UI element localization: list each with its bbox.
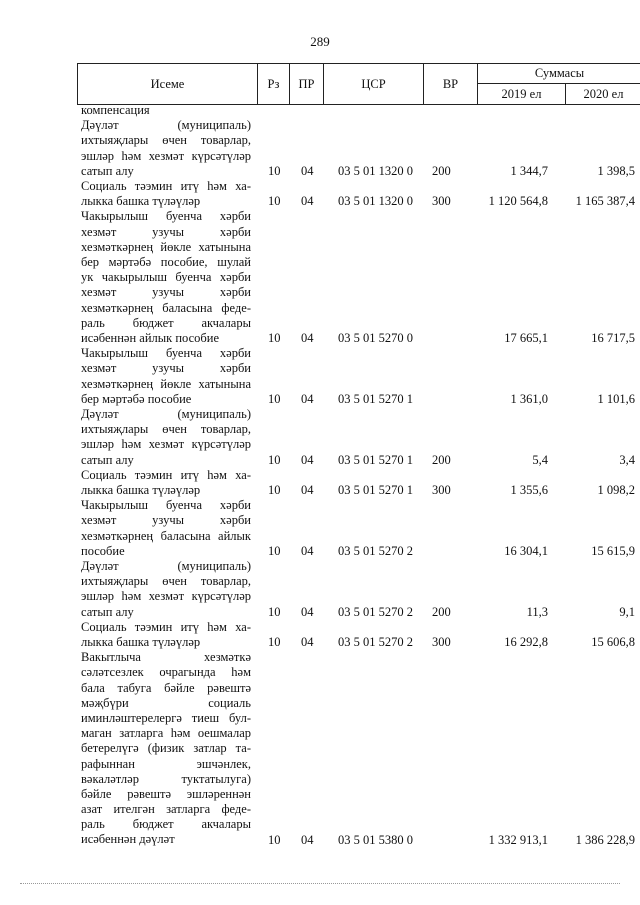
row-name-line: сатып алу [81,163,134,178]
row-name-line: бала табуга бәйле рәвештә [81,680,251,695]
row-sum-2019: 11,3 [526,604,548,619]
row-name-line: раль бюджет акчалары [81,817,251,832]
row-name-line: азат ителгән затларга феде- [81,802,251,817]
row-rz: 10 [268,604,281,619]
header-csr: ЦСР [324,64,424,104]
row-csr: 03 5 01 5270 1 [338,482,413,497]
row-name-line: Дәүләт (муниципаль) [81,407,251,421]
row-name-line: хезмәткәрнең баласына феде- [81,300,251,315]
row-name-line: Социаль тәэмин итү һәм ха- [81,467,251,482]
row-name-line: бәйле рәвештә эшләреннән [81,786,251,801]
row-csr: 03 5 01 5270 2 [338,543,413,558]
row-name [81,179,251,209]
row-name-line: пособие [81,543,125,558]
row-name-line: сәләтсезлек очрагында һәм [81,665,251,680]
row-rz: 10 [268,452,281,467]
row-name-line: ук чакырылыш буенча хәрби [81,270,251,285]
row-pr: 04 [301,482,314,497]
row-csr: 03 5 01 5270 0 [338,330,413,345]
row-name-line: Социаль тәэмин итү һәм ха- [81,179,251,193]
header-vr: ВР [424,64,478,104]
row-name-line: компенсация [81,103,150,117]
row-sum-2020: 9,1 [619,604,635,619]
row-pr: 04 [301,194,314,209]
row-sum-2019: 17 665,1 [504,330,548,345]
row-name-line: лыкка башка түләүләр [81,634,201,649]
row-name [81,209,251,346]
row-name [81,559,251,620]
row-csr: 03 5 01 1320 0 [338,194,413,209]
row-vr: 200 [432,604,451,619]
row-name-line: Вакытлыча хезмәткә [81,650,251,665]
row-name-line: эшләр һәм хезмәт күрсәтүләр [81,148,251,163]
row-csr: 03 5 01 5270 1 [338,391,413,406]
row-sum-2019: 1 355,6 [510,482,548,497]
row-name-line: раль бюджет акчалары [81,315,251,330]
row-pr: 04 [301,604,314,619]
row-sum-2020: 1 098,2 [597,482,635,497]
row-name-line: Чакырылыш буенча хәрби [81,209,251,224]
row-csr: 03 5 01 1320 0 [338,163,413,178]
row-pr: 04 [301,543,314,558]
row-pr: 04 [301,163,314,178]
row-name-line: ихтыяҗлары өчен товарлар, [81,574,251,589]
row-name-line: мәҗбүри социаль [81,695,251,710]
row-sum-2020: 15 606,8 [591,634,635,649]
row-vr: 300 [432,194,451,209]
table-row [0,620,640,650]
footer-divider [20,883,620,884]
row-csr: 03 5 01 5270 2 [338,634,413,649]
row-csr: 03 5 01 5270 1 [338,452,413,467]
row-rz: 10 [268,194,281,209]
row-name [81,498,251,559]
row-csr: 03 5 01 5270 2 [338,604,413,619]
row-rz: 10 [268,543,281,558]
row-name-line: ихтыяҗлары өчен товарлар, [81,422,251,437]
row-name-line: сатып алу [81,604,134,619]
row-rz: 10 [268,634,281,649]
table-row [0,103,640,118]
row-rz: 10 [268,330,281,345]
row-name-line: исәбеннән дәүләт [81,832,175,847]
row-rz: 10 [268,482,281,497]
row-sum-2019: 1 332 913,1 [488,832,548,847]
table-row [0,498,640,559]
table-row [0,407,640,468]
row-pr: 04 [301,452,314,467]
row-name-line: эшләр һәм хезмәт күрсәтүләр [81,589,251,604]
row-name-line: хезмәткәрнең баласына айлык [81,528,251,543]
row-name-line: лыкка башка түләүләр [81,194,201,209]
row-name-line: маган затларга һәм оешмалар [81,726,251,741]
row-name-line: хезмәт узучы хәрби [81,513,251,528]
row-vr: 200 [432,163,451,178]
row-sum-2020: 1 165 387,4 [575,194,635,209]
row-name-line: исәбеннән айлык пособие [81,330,219,345]
table-row [0,179,640,209]
row-name-line: хезмәт узучы хәрби [81,224,251,239]
row-pr: 04 [301,634,314,649]
header-sums: Суммасы [478,64,640,84]
row-pr: 04 [301,330,314,345]
table-row [0,650,640,848]
row-sum-2020: 3,4 [619,452,635,467]
header-pr: ПР [290,64,324,104]
row-name-line: хезмәт узучы хәрби [81,285,251,300]
row-name-line: хезмәткәрнең йөкле хатынына [81,376,251,391]
row-name [81,620,251,650]
row-sum-2019: 16 304,1 [504,543,548,558]
row-vr: 300 [432,634,451,649]
header-name: Исеме [78,64,258,104]
row-rz: 10 [268,391,281,406]
row-name-line: рафыннан эшчәнлек, [81,756,251,771]
row-sum-2020: 1 398,5 [597,163,635,178]
row-name-line: Дәүләт (муниципаль) [81,118,251,133]
header-2020: 2020 ел [583,86,624,101]
row-name-line: бер мәртәбә пособие [81,391,192,406]
row-sum-2020: 1 386 228,9 [575,832,635,847]
row-pr: 04 [301,391,314,406]
row-sum-2019: 1 120 564,8 [488,194,548,209]
row-sum-2020: 1 101,6 [597,391,635,406]
row-name-line: иминләштерелергә тиеш бул- [81,710,251,725]
table-header [77,63,640,105]
row-name [81,650,251,847]
row-csr: 03 5 01 5380 0 [338,832,413,847]
row-vr: 300 [432,482,451,497]
row-sum-2019: 1 361,0 [510,391,548,406]
row-vr: 200 [432,452,451,467]
table-row [0,559,640,620]
table-row [0,346,640,407]
row-name [81,468,251,498]
row-name [81,407,251,468]
row-sum-2019: 1 344,7 [510,163,548,178]
row-sum-2019: 5,4 [532,452,548,467]
header-2019: 2019 ел [478,84,566,104]
row-pr: 04 [301,832,314,847]
row-name-line: Дәүләт (муниципаль) [81,559,251,573]
row-name [81,118,251,179]
row-name [81,346,251,407]
table-row [0,209,640,346]
page-number: 289 [310,34,330,49]
row-sum-2020: 15 615,9 [591,543,635,558]
row-name-line: вәкаләтләр туктатылуга) [81,771,251,786]
row-name-line: Чакырылыш буенча хәрби [81,498,251,513]
row-rz: 10 [268,832,281,847]
row-name-line: Социаль тәэмин итү һәм ха- [81,619,251,634]
row-name-line: Чакырылыш буенча хәрби [81,346,251,361]
row-sum-2020: 16 717,5 [591,330,635,345]
header-rz: Рз [258,64,290,104]
row-name-line: хезмәткәрнең йөкле хатынына [81,239,251,254]
table-row [0,468,640,498]
row-name-line: эшләр һәм хезмәт күрсәтүләр [81,437,251,452]
row-name-line: ихтыяҗлары өчен товарлар, [81,133,251,148]
row-name [81,103,251,118]
row-sum-2019: 16 292,8 [504,634,548,649]
row-name-line: лыкка башка түләүләр [81,482,201,497]
row-rz: 10 [268,163,281,178]
row-name-line: бер мәртәбә пособие, шулай [81,254,251,269]
row-name-line: сатып алу [81,452,134,467]
header-sums-group [478,64,640,104]
row-name-line: хезмәт узучы хәрби [81,361,251,376]
table-row [0,118,640,179]
row-name-line: бетерелүгә (физик затлар та- [81,741,251,756]
